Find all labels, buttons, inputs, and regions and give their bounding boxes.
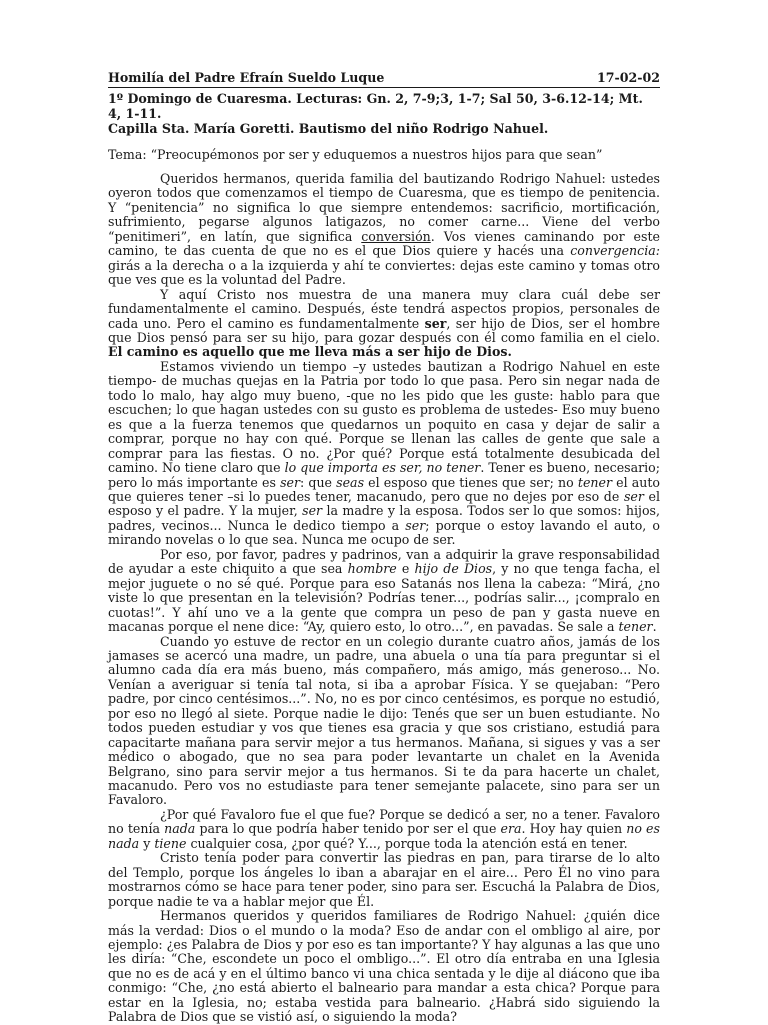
text-run: . Vos vienes caminando por este camino, te das cuenta de que no es el que Dios quiere y hacés una — [108, 228, 660, 259]
text-run: tener — [618, 619, 653, 635]
text-run: y — [139, 835, 155, 851]
text-run: ser — [424, 315, 447, 331]
text-run: , ser hijo de Dios, ser el hombre que Dios pensó para ser su hijo, para gozar después con él como familia en el cielo. — [108, 315, 660, 345]
paragraph — [108, 288, 660, 360]
text-run: ; porque o estoy lavando el auto, o mirando novelas o lo que sea. Nunca me ocupo de ser. — [108, 517, 660, 548]
text-run: ser — [623, 488, 644, 504]
text-run: Queridos hermanos, querida familia del bautizando Rodrigo Nahuel: ustedes oyeron todos que comenzamos el tiempo de Cuaresma, que es tiempo de penitencia. Y “penitencia” no significa lo que siempre entendemos: sacrificio, mortificación, sufrimiento, pegarse algunos latigazos, no comer carne... Viene del verbo “penitimeri”, en latín, que significa — [108, 171, 660, 244]
theme-line: Tema: “Preocupémonos por ser y eduquemos a nuestros hijos para que sean” — [108, 147, 603, 162]
text-run: la madre y la esposa. Todos ser lo que somos: hijos, padres, vecinos... Nunca le dedico tiempo a — [108, 503, 660, 533]
homily-date: 17-02-02 — [596, 70, 660, 85]
text-run: e — [396, 561, 415, 577]
text-run: Cristo tenía poder para convertir las piedras en pan, para tirarse de lo alto del Templo, porque los ángeles lo iban a abarajar en el aire... Pero Él no vino para mostrarnos cómo se hace para tener poder, sino para ser. Escuchá la Palabra de Dios, porque nadie te va a hablar mejor que Él. — [108, 850, 660, 909]
text-run: tener — [577, 474, 612, 490]
text-run: el esposo que tienes que ser; no — [364, 474, 578, 490]
text-run: para lo que podría haber tenido por ser el que — [195, 821, 501, 837]
text-run: tiene — [154, 835, 187, 851]
homily-title: Homilía del Padre Efraín Sueldo Luque — [108, 70, 385, 85]
text-run: ser — [302, 503, 323, 519]
text-run: Cuando yo estuve de rector en un colegio durante cuatro años, jamás de los jamases se acercó una madre, un padre, una abuela o una tía para preguntar si el alumno cada día era más bueno, más compañero, más amigo, más generoso... No. Venían a averiguar si tenía tal nota, si iba a aprobar Física. Y se quejaban: “Pero padre, por cinco centésimos...”. No, no es por cinco centésimos, es porque no estudió, por eso no llegó al siete. Porque nadie le dijo: Tenés que ser un buen estudiante. No todos pueden estudiar y vos que tienes esa gracia y que sos cristiano, estudiá para capacitarte mañana para servir mejor a tus hermanos. Mañana, si sigues y vas a ser médico o abogado, que no sea para poder levantarte un chalet en la Avenida Belgrano, sino para servir mejor a tus hermanos. Si te da para hacerte un chalet, macanudo. Pero vos no estudiaste para tener semejante palacete, sino para ser un Favaloro. — [108, 633, 660, 808]
paragraph — [108, 851, 660, 909]
text-run: ser — [280, 474, 300, 490]
text-run: . Tener es bueno, necesario; pero lo más importante es — [108, 460, 660, 490]
paragraph — [108, 635, 660, 808]
header-row — [108, 70, 660, 88]
text-run: no es nada — [108, 821, 660, 851]
readings-line: 1º Domingo de Cuaresma. Lecturas: Gn. 2, 7-9;3, 1-7; Sal 50, 3-6.12-14; Mt. 4, 1-11. — [108, 91, 643, 121]
paragraph — [108, 360, 660, 548]
text-run: el esposo y el padre. Y la mujer, — [108, 488, 661, 519]
text-run: seas — [336, 474, 365, 490]
text-run: hombre — [347, 561, 397, 577]
text-run: cualquier cosa, ¿por qué? Y..., porque toda la atención está en tener. — [186, 835, 628, 851]
text-run: nada — [164, 821, 196, 837]
paragraph — [108, 808, 660, 851]
paragraph — [108, 909, 660, 1025]
text-run: ser — [405, 517, 426, 533]
text-run: : que — [300, 474, 337, 490]
paragraph — [108, 172, 660, 288]
chapel-line: Capilla Sta. María Goretti. Bautismo del niño Rodrigo Nahuel. — [108, 121, 549, 136]
text-run: . — [652, 619, 657, 635]
homily-body — [108, 172, 660, 1025]
text-run: girás a la derecha o a la izquierda y ahí te conviertes: dejas este camino y tomas otro que ves que es la voluntad del Padre. — [108, 257, 660, 288]
text-run: . Hoy hay quien — [521, 821, 627, 837]
text-run: convergencia: — [570, 243, 660, 259]
text-run: conversión — [361, 228, 431, 244]
text-run: Hermanos queridos y queridos familiares de Rodrigo Nahuel: ¿quién dice más la verdad: Dios o el mundo o la moda? Eso de andar con el ombligo al aire, por ejemplo: ¿es Palabra de Dios y por eso es tan importante? Y hay algunas a las que uno les diría: “Che, escondete un poco el ombligo...”. El otro día entraba en una Iglesia que no es de acá y en el último banco vi una chica sentada y le dije al diácono que iba conmigo: “Che, ¿no está abierto el balneario para mandar a esta chica? Porque para estar en la Iglesia, no; estaba vestida para balneario. ¿Habrá sido siguiendo la Palabra de Dios que se vistió así, o siguiendo la moda? — [108, 908, 660, 1025]
text-run: Estamos viviendo un tiempo –y ustedes bautizan a Rodrigo Nahuel en este tiempo- de muchas quejas en la Patria por todo lo que pasa. Pero sin negar nada de todo lo malo, hay algo muy bueno, -que no les pido que les guste: hablo para que escuchen; lo que hagan ustedes con su gusto es problema de ustedes- Eso muy bueno es que a la fuerza tenemos que quedarnos un poquito en casa y dejar de salir a comprar, porque no hay con qué. Porque se llenan las calles de gente que sale a comprar para las fiestas. O no. ¿Por qué? Porque está totalmente desubicada del camino. No tiene claro que — [108, 358, 660, 476]
paragraph — [108, 548, 660, 635]
text-run: era — [500, 821, 522, 837]
text-run: , y no que tenga facha, el mejor juguete o no sé qué. Porque para eso Satanás nos llena la cabeza: “Mirá, ¿no viste lo que presentan en la televisión? Podrías tener..., podrías salir..., ¡compralo en cuotas!”. Y ahí uno ve a la gente que compra un peso de pan y gasta nueve en macanas porque el nene dice: “Ay, quiero esto, lo otro...”, en pavadas. Se sale a — [108, 561, 660, 635]
text-run: ¿Por qué Favaloro fue el que fue? Porque se dedicó a ser, no a tener. Favaloro no tenía — [108, 806, 660, 837]
text-run: hijo de Dios — [414, 561, 493, 577]
text-run: Por eso, por favor, padres y padrinos, van a adquirir la grave responsabilidad de ayudar a este chiquito a que sea — [108, 546, 660, 577]
text-run: El camino es aquello que me lleva más a ser hijo de Dios. — [108, 344, 512, 360]
text-run: lo que importa es ser, no tener — [284, 460, 481, 476]
text-run: el auto que quieres tener –si lo puedes tener, macanudo, pero que no dejes por eso de — [108, 474, 661, 504]
text-run: Y aquí Cristo nos muestra de una manera muy clara cuál debe ser fundamentalmente el camino. Después, éste tendrá aspectos propios, personales de cada uno. Pero el camino es fundamentalmente — [108, 286, 660, 331]
